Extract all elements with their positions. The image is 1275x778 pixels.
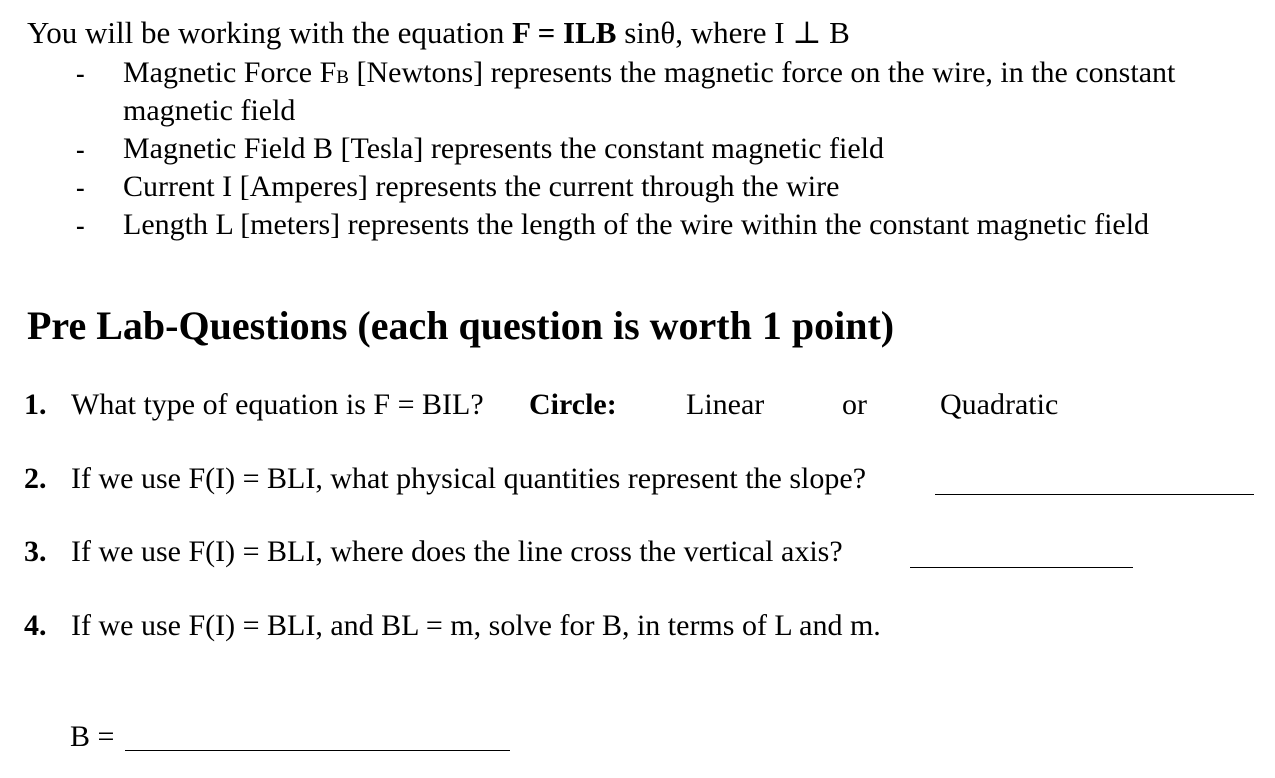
bullet-force-line1 [123,54,1175,96]
question-text: If we use F(I) = BLI, where does the line cross the vertical axis? [71,535,843,568]
intro-prefix: You will be working with the equation [27,15,513,50]
bullet-marker: - [76,211,85,240]
question-number: 4. [24,609,47,642]
option-separator: or [842,388,867,421]
answer-blank[interactable] [910,567,1133,568]
bullet-force-line2: magnetic field [123,94,296,127]
bullet-field: Magnetic Field B [Tesla] represents the constant magnetic field [123,132,884,165]
answer-blank[interactable] [935,494,1254,495]
bullet-force-text-a: Magnetic Force F [123,56,337,89]
bullet-force-text-b: [Newtons] represents the magnetic force on the wire, in the constant [348,56,1176,89]
bullet-marker: - [76,59,85,88]
intro-line [27,14,850,52]
question-number: 1. [24,388,47,421]
bullet-marker: - [76,173,85,202]
question-number: 2. [24,462,47,495]
question-text: If we use F(I) = BLI, and BL = m, solve for B, in terms of L and m. [71,609,881,642]
option-quadratic[interactable]: Quadratic [940,388,1059,421]
option-linear[interactable]: Linear [686,388,765,421]
answer-label: B = [70,720,115,753]
bullet-force-subscript: B [336,67,349,88]
question-text: If we use F(I) = BLI, what physical quantities represent the slope? [71,462,867,495]
question-text: What type of equation is F = BIL? [71,388,484,421]
intro-equation: F = ILB [512,15,617,50]
intro-suffix: sinθ, where I ⊥ B [616,15,850,50]
bullet-marker: - [76,135,85,164]
answer-blank-b[interactable] [125,750,510,751]
question-number: 3. [24,535,47,568]
bullet-length: Length L [meters] represents the length of the wire within the constant magnetic field [123,208,1150,241]
circle-label: Circle: [529,388,617,421]
section-heading: Pre Lab-Questions (each question is worth 1 point) [27,303,895,348]
bullet-current: Current I [Amperes] represents the current through the wire [123,170,840,203]
